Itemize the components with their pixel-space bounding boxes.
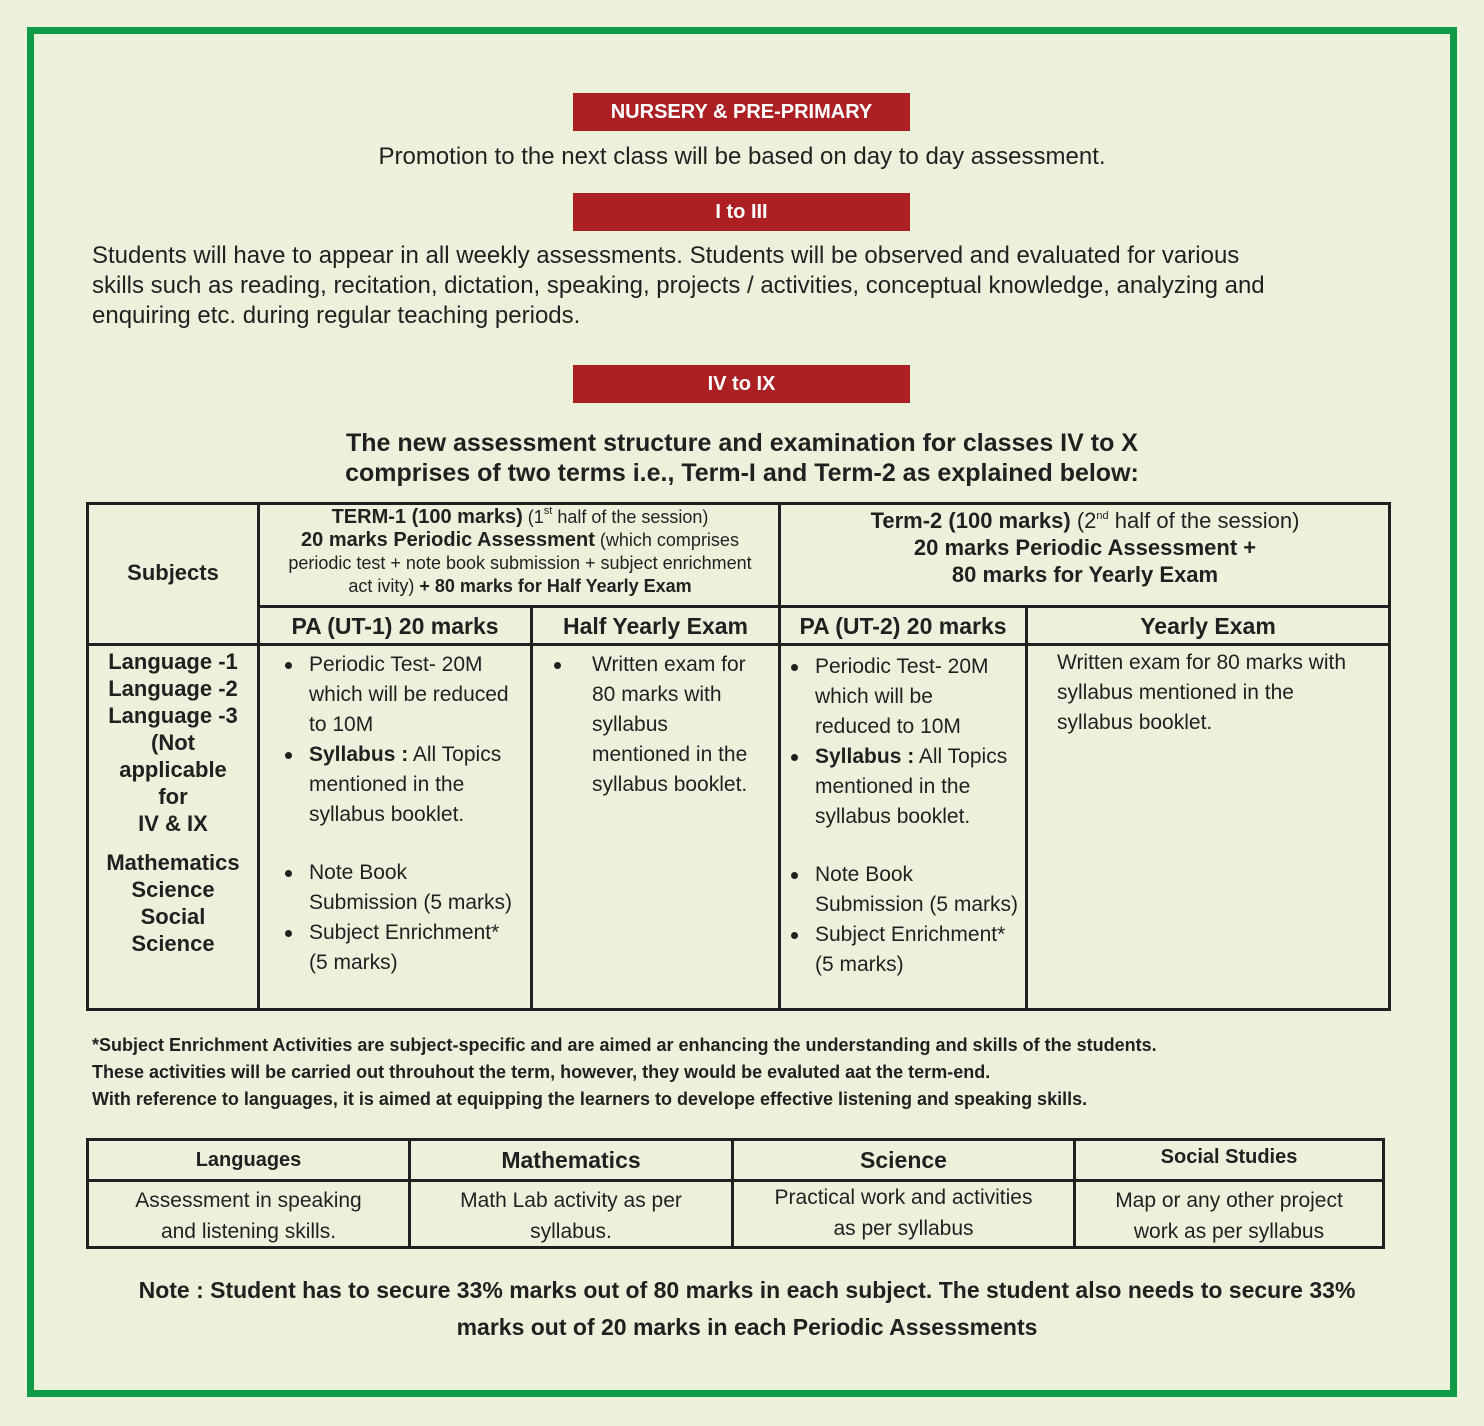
term2-line3: 80 marks for Yearly Exam [951, 562, 1219, 587]
term1-line4: act ivity) [348, 576, 415, 596]
bullet-line: Subject Enrichment* [815, 923, 1006, 946]
bullet-line: mentioned in the [815, 775, 971, 798]
table-divider [257, 502, 260, 1011]
text-line: Practical work and activities [774, 1186, 1033, 1209]
bullet-line: Periodic Test- 20M [309, 653, 483, 676]
subject-item: Science [131, 931, 215, 956]
term1-title: TERM-1 (100 marks) [331, 506, 523, 528]
activity-header-social-studies: Social Studies [1160, 1145, 1298, 1168]
bullet-bold: Syllabus : [815, 745, 915, 768]
subject-item: for [158, 784, 188, 809]
bullet-line: to 10M [309, 713, 374, 736]
bullet-line: Periodic Test- 20M [815, 655, 989, 678]
text-line: syllabus. [530, 1220, 612, 1243]
passing-note [90, 1272, 1404, 1346]
table-divider [778, 502, 781, 1011]
text-line: Students will have to appear in all weekly assessments. Students will be observed and evaluated for various [92, 242, 1240, 269]
activity-body-mathematics [411, 1185, 731, 1247]
list-item [785, 742, 1027, 832]
footnote-line: These activities will be carried out throuhout the term, however, they would be evaluted aat the term-end. [92, 1062, 991, 1082]
bullet-line: syllabus booklet. [309, 803, 465, 826]
bullet-line: which will be [815, 685, 933, 708]
header-yearly: Yearly Exam [1140, 613, 1276, 639]
subject-item: Language -2 [108, 676, 238, 701]
bullet-line: Subject Enrichment* [309, 921, 500, 944]
term2-half-post: half of the session) [1108, 508, 1300, 533]
bullet-line: mentioned in the [592, 743, 748, 766]
subject-item: Science [131, 877, 215, 902]
table-border-left [86, 502, 89, 1011]
note-line: Note : Student has to secure 33% marks out of 80 marks in each subject. The student also needs to secure 33% [138, 1277, 1356, 1303]
text-line: skills such as reading, recitation, dictation, speaking, projects / activities, conceptual knowledge, analyzing and [92, 272, 1265, 299]
term2-line2: 20 marks Periodic Assessment + [913, 535, 1257, 560]
list-item [785, 860, 1027, 920]
text-line: Map or any other project [1115, 1189, 1343, 1212]
text-line: and listening skills. [160, 1220, 337, 1243]
term1-half-post: half of the session) [552, 507, 709, 527]
table-border-right [1382, 1138, 1385, 1249]
bullet-line: Written exam for [592, 653, 746, 676]
term2-header [782, 507, 1388, 588]
term2-half: (2 [1070, 508, 1097, 533]
half-yearly-details [548, 650, 778, 800]
bullet-line: 80 marks with [592, 683, 722, 706]
bullet-line: (5 marks) [309, 951, 398, 974]
list-item [279, 650, 529, 740]
text-line: work as per syllabus [1133, 1220, 1325, 1243]
bullet-line: syllabus [592, 713, 668, 736]
activity-header-languages: Languages [195, 1148, 302, 1171]
activity-body-science [734, 1182, 1073, 1244]
heading-line: The new assessment structure and examination for classes IV to X [346, 429, 1138, 457]
text-line: syllabus mentioned in the [1057, 681, 1294, 704]
bullet-line: All Topics [914, 745, 1008, 768]
banner-iv-to-ix: IV to IX [573, 365, 910, 403]
table-border-top [86, 502, 1391, 505]
bullet-line: Note Book [815, 863, 914, 886]
list-item [785, 920, 1027, 980]
bullet-line: Note Book [309, 861, 408, 884]
list-item [548, 650, 778, 800]
banner-i-to-iii: I to III [573, 193, 910, 231]
heading-line: comprises of two terms i.e., Term-I and Term-2 as explained below: [345, 459, 1139, 487]
subjects-header: Subjects [127, 560, 219, 585]
table-divider [86, 643, 1391, 646]
activity-body-languages [89, 1185, 408, 1247]
list-item [279, 740, 529, 830]
footnote-line: *Subject Enrichment Activities are subject-specific and are aimed ar enhancing the understanding and skills of the students. [92, 1035, 1157, 1055]
bullet-line: All Topics [408, 743, 502, 766]
yearly-details [1057, 648, 1382, 738]
banner-nursery: NURSERY & PRE-PRIMARY [573, 93, 910, 131]
term1-pa: 20 marks Periodic Assessment [301, 529, 595, 551]
subject-item: (Not [151, 730, 195, 755]
activity-body-social-studies [1076, 1185, 1382, 1247]
subject-item: Language -1 [108, 649, 238, 674]
bullet-line: mentioned in the [309, 773, 465, 796]
subject-item: Mathematics [106, 850, 240, 875]
term2-title: Term-2 (100 marks) [870, 508, 1071, 533]
text-line: Math Lab activity as per [460, 1189, 682, 1212]
list-item [279, 918, 529, 978]
note-line: marks out of 20 marks in each Periodic Assessments [456, 1314, 1038, 1340]
list-item [785, 652, 1027, 742]
activity-header-mathematics: Mathematics [501, 1146, 641, 1173]
header-half-yearly: Half Yearly Exam [563, 613, 748, 639]
bullet-line: syllabus booklet. [815, 805, 971, 828]
nursery-text: Promotion to the next class will be based on day to day assessment. [378, 143, 1106, 170]
subject-item: applicable [119, 757, 227, 782]
term1-half: (1 [522, 507, 544, 527]
pa2-details [785, 652, 1027, 980]
footnote-line: With reference to languages, it is aimed at equipping the learners to develope effective listening and speaking skills. [92, 1089, 1088, 1109]
table-border-right [1388, 502, 1391, 1011]
term1-header [262, 506, 778, 598]
bullet-line: syllabus booklet. [592, 773, 748, 796]
bullet-line: Submission (5 marks) [309, 891, 513, 914]
term1-line4-bold: + 80 marks for Half Yearly Exam [414, 576, 692, 596]
assessment-heading [150, 428, 1334, 488]
pa1-details [279, 650, 529, 978]
table-divider [257, 605, 1391, 608]
subject-item: IV & IX [138, 811, 208, 836]
text-line: Assessment in speaking [135, 1189, 362, 1212]
subject-item: Language -3 [108, 703, 238, 728]
subjects-list [90, 648, 256, 957]
header-pa-ut1: PA (UT-1) 20 marks [291, 613, 499, 639]
enrichment-footnote [92, 1032, 1157, 1113]
table-divider [530, 606, 533, 1011]
bullet-line: (5 marks) [815, 953, 904, 976]
bullet-line: which will be reduced [309, 683, 509, 706]
table-border-bottom [86, 1008, 1391, 1011]
term2-sup: nd [1096, 510, 1109, 522]
activity-header-science: Science [860, 1146, 947, 1173]
text-line: enquiring etc. during regular teaching periods. [92, 302, 581, 329]
list-item [279, 858, 529, 918]
term1-line3: periodic test + note book submission + subject enrichment [288, 553, 752, 573]
bullet-bold: Syllabus : [309, 743, 409, 766]
term1-sup: st [543, 505, 553, 517]
text-line: Written exam for 80 marks with [1057, 651, 1347, 674]
term1-pa-rest: (which comprises [594, 530, 739, 550]
header-pa-ut2: PA (UT-2) 20 marks [799, 613, 1007, 639]
text-line: syllabus booklet. [1057, 711, 1213, 734]
bullet-line: reduced to 10M [815, 715, 961, 738]
text-line: as per syllabus [833, 1217, 974, 1240]
i-to-iii-text [92, 241, 1265, 331]
subject-item: Social [140, 904, 206, 929]
bullet-line: Submission (5 marks) [815, 893, 1019, 916]
